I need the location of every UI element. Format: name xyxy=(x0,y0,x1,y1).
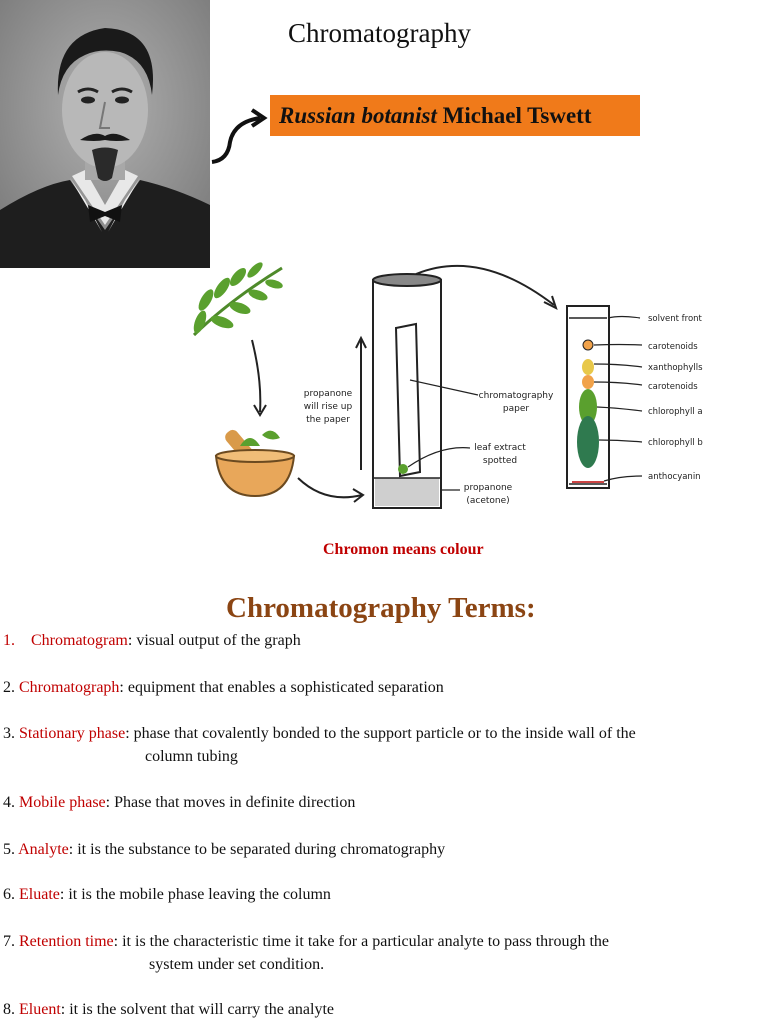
caption-italic: Russian botanist xyxy=(279,103,437,128)
term-name: Eluate xyxy=(19,886,60,903)
label-propanone-rise-2: will rise up xyxy=(303,402,353,412)
term-number: 3. xyxy=(3,725,15,742)
label-solvent-front: solvent front xyxy=(648,314,702,324)
term-number: 4. xyxy=(3,794,15,811)
term-definition: : phase that covalently bonded to the support particle or to the inside wall of the xyxy=(125,725,636,742)
chromatography-diagram xyxy=(170,260,730,530)
label-carotenoids: carotenoids xyxy=(648,382,698,392)
term-name: Analyte xyxy=(18,841,69,858)
label-chlorophyll-a: chlorophyll a xyxy=(648,407,703,417)
label-chrom-paper-2: paper xyxy=(502,404,530,414)
term-number: 7. xyxy=(3,933,15,950)
term-item xyxy=(3,629,765,652)
term-definition: : it is the characteristic time it take for a particular analyte to pass through the xyxy=(113,933,610,950)
mortar-pestle-icon xyxy=(216,427,294,496)
term-definition: : Phase that moves in definite direction xyxy=(105,794,356,811)
term-item xyxy=(3,998,765,1021)
term-definition-continued: column tubing xyxy=(145,748,238,765)
term-number: 5. xyxy=(3,841,15,858)
portrait-image xyxy=(0,0,210,268)
label-leaf-extract-1: leaf extract xyxy=(474,443,526,453)
leaf-branch-icon xyxy=(191,260,284,335)
page-title: Chromatography xyxy=(288,18,471,48)
label-propanone-2: (acetone) xyxy=(466,496,510,506)
label-carotenoids-top: carotenoids xyxy=(648,342,698,352)
label-chrom-paper-1: chromatography xyxy=(478,391,554,401)
cylinder-icon xyxy=(373,274,441,508)
label-anthocyanin: anthocyanin xyxy=(648,472,701,482)
term-item xyxy=(3,838,765,861)
term-number: 8. xyxy=(3,1001,15,1018)
label-propanone-1: propanone xyxy=(463,483,513,493)
chromatogram-strip-icon xyxy=(567,306,609,488)
term-name: Mobile phase xyxy=(19,794,106,811)
term-item xyxy=(3,722,765,768)
term-name: Chromatogram xyxy=(31,632,128,649)
term-item xyxy=(3,676,765,699)
curved-arrow-icon xyxy=(208,104,272,166)
label-leaf-extract-2: spotted xyxy=(482,456,518,466)
term-definition: : it is the mobile phase leaving the column xyxy=(59,886,331,903)
term-number: 6. xyxy=(3,886,15,903)
term-number: 2. xyxy=(3,679,15,696)
term-name: Eluent xyxy=(19,1001,61,1018)
caption-name: Michael Tswett xyxy=(442,103,592,128)
label-chlorophyll-b: chlorophyll b xyxy=(648,438,703,448)
term-definition: : equipment that enables a sophisticated separation xyxy=(119,679,444,696)
terms-heading: Chromatography Terms: xyxy=(226,592,536,624)
term-name: Stationary phase xyxy=(19,725,126,742)
term-name: Chromatograph xyxy=(19,679,120,696)
term-definition: : it is the substance to be separated during chromatography xyxy=(68,841,446,858)
term-definition-continued: system under set condition. xyxy=(149,956,325,973)
term-item xyxy=(3,930,765,976)
botanist-caption xyxy=(270,95,640,136)
term-item xyxy=(3,883,765,906)
label-propanone-rise-3: the paper xyxy=(306,415,350,425)
label-xanthophylls: xanthophylls xyxy=(648,363,703,373)
term-number: 1. xyxy=(3,632,15,649)
term-definition: : it is the solvent that will carry the analyte xyxy=(60,1001,335,1018)
term-name: Retention time xyxy=(19,933,114,950)
term-definition: : visual output of the graph xyxy=(127,632,301,649)
label-propanone-rise-1: propanone xyxy=(303,389,353,399)
term-item xyxy=(3,791,765,814)
figure-caption: Chromon means colour xyxy=(323,541,484,558)
